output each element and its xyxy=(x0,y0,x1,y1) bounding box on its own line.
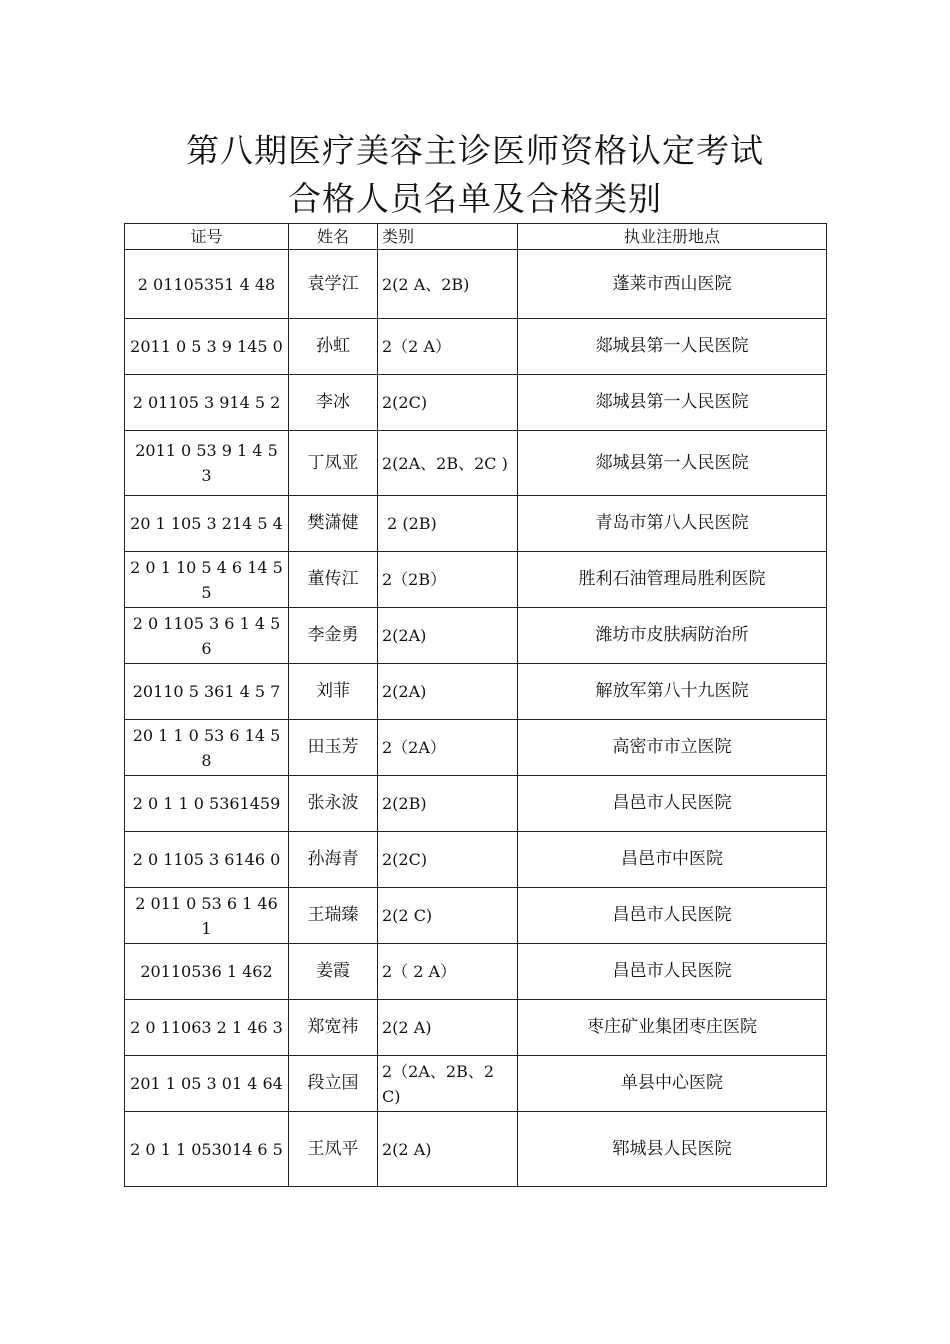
cell-name: 李冰 xyxy=(289,375,378,431)
column-header-location: 执业注册地点 xyxy=(518,224,827,250)
results-table xyxy=(124,223,827,1187)
cell-location: 潍坊市皮肤病防治所 xyxy=(518,608,827,664)
table-row xyxy=(125,319,827,375)
cell-category: 2(2B) xyxy=(378,776,518,832)
cell-location: 昌邑市中医院 xyxy=(518,832,827,888)
cell-id: 2 01105351 4 48 xyxy=(125,250,289,319)
cell-category: 2 (2B) xyxy=(378,496,518,552)
page-subtitle: 合格人员名单及合格类别 xyxy=(288,179,662,218)
table-row xyxy=(125,776,827,832)
cell-location: 胜利石油管理局胜利医院 xyxy=(518,552,827,608)
cell-category: 2(2 A) xyxy=(378,1112,518,1187)
cell-category: 2(2 A、2B) xyxy=(378,250,518,319)
cell-id: 2 0 1105 3 6146 0 xyxy=(125,832,289,888)
column-header-name: 姓名 xyxy=(289,224,378,250)
table-body xyxy=(125,250,827,1187)
cell-location: 郯城县第一人民医院 xyxy=(518,375,827,431)
cell-name: 李金勇 xyxy=(289,608,378,664)
cell-id: 2 011 0 53 6 1 46 1 xyxy=(125,888,289,944)
cell-id: 2 0 1 1 053014 6 5 xyxy=(125,1112,289,1187)
cell-name: 王瑞臻 xyxy=(289,888,378,944)
cell-name: 王凤平 xyxy=(289,1112,378,1187)
cell-location: 蓬莱市西山医院 xyxy=(518,250,827,319)
cell-category: 2（ 2 A） xyxy=(378,944,518,1000)
table-row xyxy=(125,250,827,319)
table-row xyxy=(125,496,827,552)
cell-name: 郑宽祎 xyxy=(289,1000,378,1056)
cell-name: 樊潇健 xyxy=(289,496,378,552)
cell-category: 2(2A、2B、2C ) xyxy=(378,431,518,496)
cell-id: 2011 0 5 3 9 145 0 xyxy=(125,319,289,375)
page-title: 第八期医疗美容主诊医师资格认定考试 xyxy=(186,131,764,170)
cell-location: 昌邑市人民医院 xyxy=(518,944,827,1000)
table-row xyxy=(125,552,827,608)
cell-name: 孙海青 xyxy=(289,832,378,888)
cell-id: 2 0 11063 2 1 46 3 xyxy=(125,1000,289,1056)
table-row xyxy=(125,1112,827,1187)
cell-category: 2(2 A) xyxy=(378,1000,518,1056)
table-row xyxy=(125,832,827,888)
cell-name: 张永波 xyxy=(289,776,378,832)
cell-id: 20 1 1 0 53 6 14 5 8 xyxy=(125,720,289,776)
table-row xyxy=(125,664,827,720)
cell-id: 20 1 105 3 214 5 4 xyxy=(125,496,289,552)
table-row xyxy=(125,1056,827,1112)
cell-id: 20110 5 361 4 5 7 xyxy=(125,664,289,720)
cell-category: 2(2A) xyxy=(378,664,518,720)
cell-id: 20110536 1 462 xyxy=(125,944,289,1000)
cell-category: 2(2C) xyxy=(378,375,518,431)
cell-location: 单县中心医院 xyxy=(518,1056,827,1112)
cell-id: 2 0 1105 3 6 1 4 5 6 xyxy=(125,608,289,664)
table-row xyxy=(125,375,827,431)
column-header-category: 类别 xyxy=(378,224,518,250)
cell-location: 高密市市立医院 xyxy=(518,720,827,776)
cell-name: 刘菲 xyxy=(289,664,378,720)
cell-category: 2（2A） xyxy=(378,720,518,776)
cell-name: 田玉芳 xyxy=(289,720,378,776)
cell-name: 袁学江 xyxy=(289,250,378,319)
cell-location: 郯城县第一人民医院 xyxy=(518,431,827,496)
column-header-id: 证号 xyxy=(125,224,289,250)
table-row xyxy=(125,944,827,1000)
cell-location: 解放军第八十九医院 xyxy=(518,664,827,720)
table-row xyxy=(125,720,827,776)
cell-name: 姜霞 xyxy=(289,944,378,1000)
cell-name: 孙虹 xyxy=(289,319,378,375)
cell-category: 2(2 C) xyxy=(378,888,518,944)
cell-name: 段立国 xyxy=(289,1056,378,1112)
cell-id: 2 0 1 10 5 4 6 14 5 5 xyxy=(125,552,289,608)
table-row xyxy=(125,1000,827,1056)
cell-location: 郓城县人民医院 xyxy=(518,1112,827,1187)
cell-category: 2（2 A） xyxy=(378,319,518,375)
cell-category: 2（2A、2B、2 C) xyxy=(378,1056,518,1112)
cell-id: 2 0 1 1 0 5361459 xyxy=(125,776,289,832)
table-row xyxy=(125,888,827,944)
cell-category: 2(2A) xyxy=(378,608,518,664)
cell-location: 枣庄矿业集团枣庄医院 xyxy=(518,1000,827,1056)
cell-id: 2 01105 3 914 5 2 xyxy=(125,375,289,431)
cell-location: 郯城县第一人民医院 xyxy=(518,319,827,375)
cell-name: 董传江 xyxy=(289,552,378,608)
cell-location: 昌邑市人民医院 xyxy=(518,888,827,944)
cell-id: 2011 0 53 9 1 4 5 3 xyxy=(125,431,289,496)
cell-id: 201 1 05 3 01 4 64 xyxy=(125,1056,289,1112)
cell-location: 青岛市第八人民医院 xyxy=(518,496,827,552)
table-header-row xyxy=(125,224,827,250)
table-row xyxy=(125,431,827,496)
cell-category: 2(2C) xyxy=(378,832,518,888)
table-row xyxy=(125,608,827,664)
cell-category: 2（2B） xyxy=(378,552,518,608)
cell-name: 丁凤亚 xyxy=(289,431,378,496)
cell-location: 昌邑市人民医院 xyxy=(518,776,827,832)
